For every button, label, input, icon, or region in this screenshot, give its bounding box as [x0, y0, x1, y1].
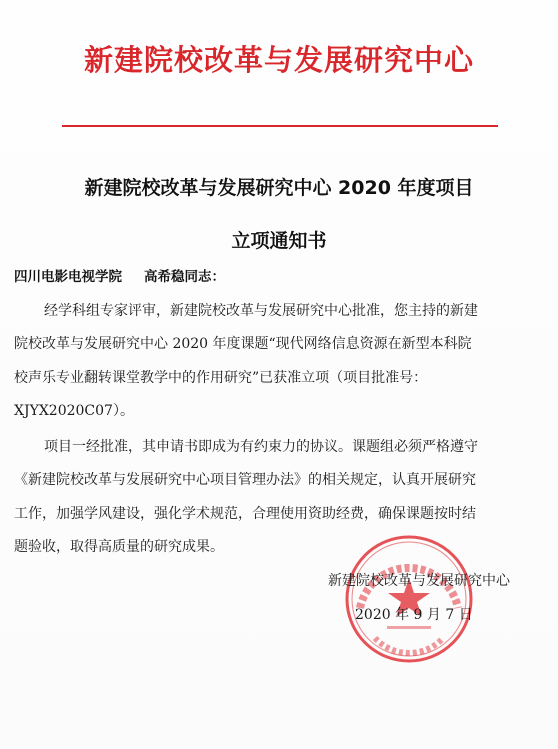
- paragraph-2-line-3: 工作，加强学风建设，强化学术规范，合理使用资助经费，确保课题按时结: [14, 506, 476, 522]
- addressee-person: 高希稳同志：: [144, 269, 225, 285]
- addressee-institution: 四川电影电视学院: [14, 269, 122, 285]
- paragraph-1-line-1: 经学科组专家评审，新建院校改革与发展研究中心批准，您主持的新建: [44, 303, 478, 319]
- paragraph-1-line-2: 院校改革与发展研究中心 2020 年度课题“现代网络信息资源在新型本科院: [14, 336, 472, 352]
- signature-date: 2020 年 9 月 7 日: [355, 607, 473, 623]
- letterhead-organization: 新建院校改革与发展研究中心: [83, 43, 474, 77]
- signature-organization: 新建院校改革与发展研究中心: [328, 573, 510, 589]
- paragraph-1-line-4: XJYX2020C07）。: [14, 403, 134, 419]
- official-seal-stamp: [340, 530, 478, 668]
- paragraph-1-line-3: 校声乐专业翻转课堂教学中的作用研究”已获准立项（项目批准号：: [14, 370, 428, 386]
- document-title-line-2: 立项通知书: [231, 230, 327, 252]
- addressee: [14, 265, 225, 285]
- paragraph-2-line-1: 项目一经批准，其申请书即成为有约束力的协议。课题组必须严格遵守: [44, 439, 478, 455]
- letterhead-red-rule: [62, 125, 498, 127]
- paragraph-2-line-4: 题验收，取得高质量的研究成果。: [14, 539, 224, 555]
- document-title-line-1: 新建院校改革与发展研究中心 2020 年度项目: [84, 177, 474, 199]
- paragraph-2-line-2: 《新建院校改革与发展研究中心项目管理办法》的相关规定，认真开展研究: [14, 472, 476, 488]
